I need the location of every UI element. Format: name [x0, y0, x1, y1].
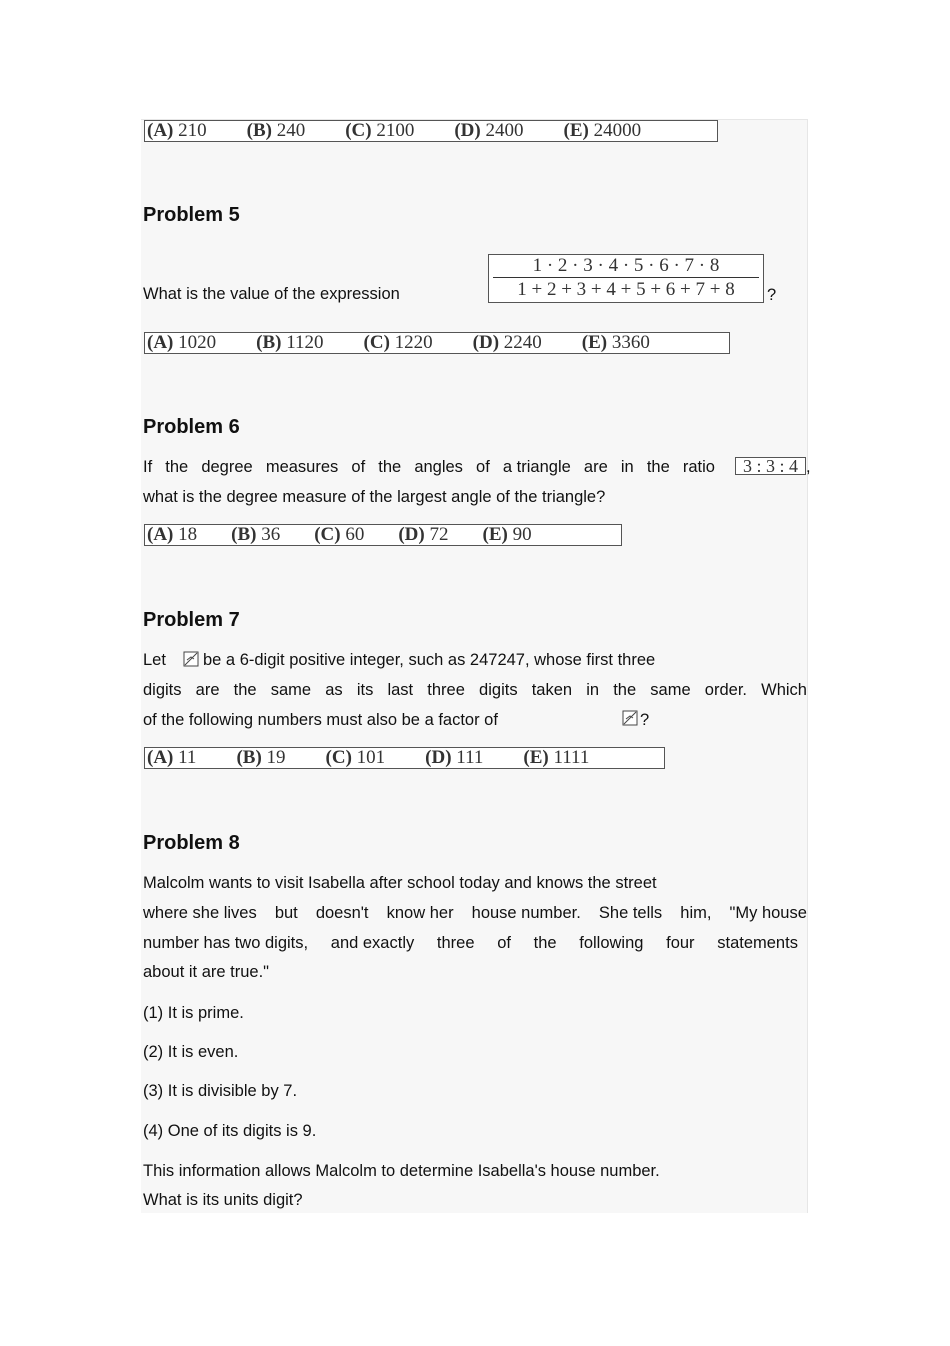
text-word: statements: [717, 934, 798, 952]
answer-value: 36: [256, 524, 281, 545]
answer-choice: [345, 120, 414, 142]
text-word: the: [613, 681, 637, 699]
problem8-line1: Malcolm wants to visit Isabella after school today and knows the street: [143, 874, 657, 892]
answer-choice: [147, 747, 196, 769]
problem7-line3: of the following numbers must also be a factor of: [143, 711, 498, 729]
text-word: are: [583, 458, 608, 476]
answer-letter: (B): [246, 120, 272, 141]
answer-value: 1120: [281, 332, 324, 353]
answer-value: 11: [173, 747, 197, 768]
text-word: number has two digits,: [143, 934, 309, 952]
answer-letter: (E): [563, 120, 589, 141]
problem7-line1-start: Let: [143, 651, 166, 669]
text-word: She tells: [598, 904, 663, 922]
text-word: digits: [479, 681, 518, 699]
answer-value: 24000: [588, 120, 642, 141]
text-word: If: [143, 458, 153, 476]
answer-value: 1111: [548, 747, 590, 768]
answer-letter: (C): [314, 524, 341, 545]
answer-letter: (A): [147, 747, 174, 768]
problem8-closing-2: What is its units digit?: [143, 1191, 303, 1209]
text-word: the: [646, 458, 670, 476]
problem7-line2: [143, 681, 807, 700]
answer-letter: (C): [363, 332, 390, 353]
answer-choice: [483, 524, 532, 546]
broken-image-icon: [183, 651, 199, 667]
problem5-question-mark: ?: [767, 286, 777, 304]
text-word: in: [620, 458, 634, 476]
text-word: following: [579, 934, 644, 952]
answer-choice: [236, 747, 285, 769]
text-word: in: [586, 681, 600, 699]
problem5-heading: Problem 5: [143, 204, 240, 226]
answer-letter: (B): [236, 747, 262, 768]
text-word: taken: [531, 681, 573, 699]
text-word: ratio: [682, 458, 715, 476]
problem8-statement-4: (4) One of its digits is 9.: [143, 1122, 317, 1140]
answer-value: 72: [424, 524, 449, 545]
answer-choice: [326, 747, 386, 769]
answer-value: 2100: [371, 120, 415, 141]
problem6-ratio: 3 : 3 : 4: [735, 457, 806, 475]
answer-value: 19: [261, 747, 286, 768]
text-word: but: [274, 904, 298, 922]
answer-choice: [364, 332, 433, 354]
answer-letter: (C): [325, 747, 352, 768]
text-word: the: [378, 458, 402, 476]
answer-value: 101: [351, 747, 386, 768]
text-word: its: [356, 681, 374, 699]
problem7-heading: Problem 7: [143, 609, 240, 631]
text-word: a triangle: [502, 458, 571, 476]
text-word: three: [436, 934, 475, 952]
answer-choice: [256, 332, 323, 354]
text-word: four: [666, 934, 695, 952]
broken-image-icon: [622, 710, 638, 726]
problem8-statement-1: (1) It is prime.: [143, 1004, 244, 1022]
answer-value: 3360: [607, 332, 650, 353]
answer-letter: (D): [425, 747, 452, 768]
problem6-line2: what is the degree measure of the largest angle of the triangle?: [143, 488, 606, 506]
text-word: order.: [704, 681, 747, 699]
answer-value: 60: [340, 524, 365, 545]
text-word: last: [387, 681, 414, 699]
text-word: of: [476, 458, 490, 476]
answer-letter: (B): [256, 332, 282, 353]
fraction-denominator: 1 + 2 + 3 + 4 + 5 + 6 + 7 + 8: [517, 279, 735, 300]
answer-choice: [147, 120, 207, 142]
problem8-statement-2: (2) It is even.: [143, 1043, 239, 1061]
text-word: where she lives: [143, 904, 257, 922]
problem8-line2: [143, 904, 807, 923]
problem7-line1-rest: be a 6-digit positive integer, such as 247247, whose first three: [203, 651, 656, 669]
answer-letter: (A): [147, 120, 174, 141]
text-word: three: [427, 681, 465, 699]
answer-letter: (D): [472, 332, 500, 353]
text-word: him,: [680, 904, 712, 922]
answer-letter: (E): [523, 747, 549, 768]
answer-choice: [582, 332, 650, 354]
text-word: the: [233, 681, 257, 699]
answer-choice: [398, 524, 448, 546]
answer-value: 210: [173, 120, 207, 141]
answer-value: 111: [451, 747, 484, 768]
text-word: same: [650, 681, 691, 699]
problem6-line1: [143, 458, 715, 477]
answer-value: 1220: [389, 332, 433, 353]
text-word: degree: [201, 458, 253, 476]
fraction-bar: [493, 277, 759, 278]
problem7-answer-choices: [144, 747, 665, 769]
text-word: and exactly: [330, 934, 415, 952]
text-word: as: [325, 681, 343, 699]
answer-letter: (B): [231, 524, 257, 545]
problem5-question: What is the value of the expression: [143, 285, 400, 303]
text-word: the: [533, 934, 557, 952]
problem6-ratio-comma: ,: [806, 458, 811, 476]
text-word: angles: [414, 458, 463, 476]
answer-letter: (D): [454, 120, 481, 141]
text-word: are: [195, 681, 220, 699]
answer-choice: [564, 120, 642, 142]
answer-choice: [425, 747, 483, 769]
answer-letter: (A): [147, 332, 174, 353]
problem8-line3: [143, 934, 798, 953]
text-word: of: [351, 458, 366, 476]
problem8-heading: Problem 8: [143, 832, 240, 854]
text-word: house number.: [471, 904, 581, 922]
problem8-statement-3: (3) It is divisible by 7.: [143, 1082, 298, 1100]
answer-choice: [473, 332, 542, 354]
problem8-line4: about it are true.": [143, 963, 270, 981]
answer-value: 90: [507, 524, 532, 545]
problem8-closing-1: This information allows Malcolm to determine Isabella's house number.: [143, 1162, 660, 1180]
text-word: measures: [265, 458, 339, 476]
text-word: same: [270, 681, 312, 699]
answer-letter: (E): [581, 332, 608, 353]
problem6-answer-choices: [144, 524, 622, 546]
answer-value: 1020: [173, 332, 217, 353]
answer-choice: [454, 120, 523, 142]
text-word: digits: [143, 681, 182, 699]
problem5-fraction: [488, 254, 764, 303]
fraction-numerator: 1 · 2 · 3 · 4 · 5 · 6 · 7 · 8: [532, 255, 720, 276]
answer-value: 2240: [499, 332, 542, 353]
problem6-heading: Problem 6: [143, 416, 240, 438]
answer-value: 240: [271, 120, 306, 141]
answer-choice: [147, 524, 197, 546]
text-word: of: [497, 934, 511, 952]
answer-choice: [523, 747, 589, 769]
answer-letter: (D): [398, 524, 425, 545]
text-word: the: [165, 458, 189, 476]
answer-letter: (E): [482, 524, 508, 545]
text-word: Which: [761, 681, 807, 699]
problem7-question-mark: ?: [640, 711, 650, 729]
problem5-answer-choices: [144, 332, 730, 354]
answer-choice: [314, 524, 364, 546]
answer-choice: [247, 120, 306, 142]
answer-letter: (A): [147, 524, 174, 545]
answer-letter: (C): [345, 120, 372, 141]
text-word: "My house: [729, 904, 807, 922]
problem4-answer-choices: [144, 120, 718, 142]
answer-choice: [147, 332, 216, 354]
answer-value: 2400: [480, 120, 524, 141]
text-word: know her: [386, 904, 454, 922]
answer-choice: [231, 524, 280, 546]
answer-value: 18: [173, 524, 198, 545]
text-word: doesn't: [315, 904, 369, 922]
